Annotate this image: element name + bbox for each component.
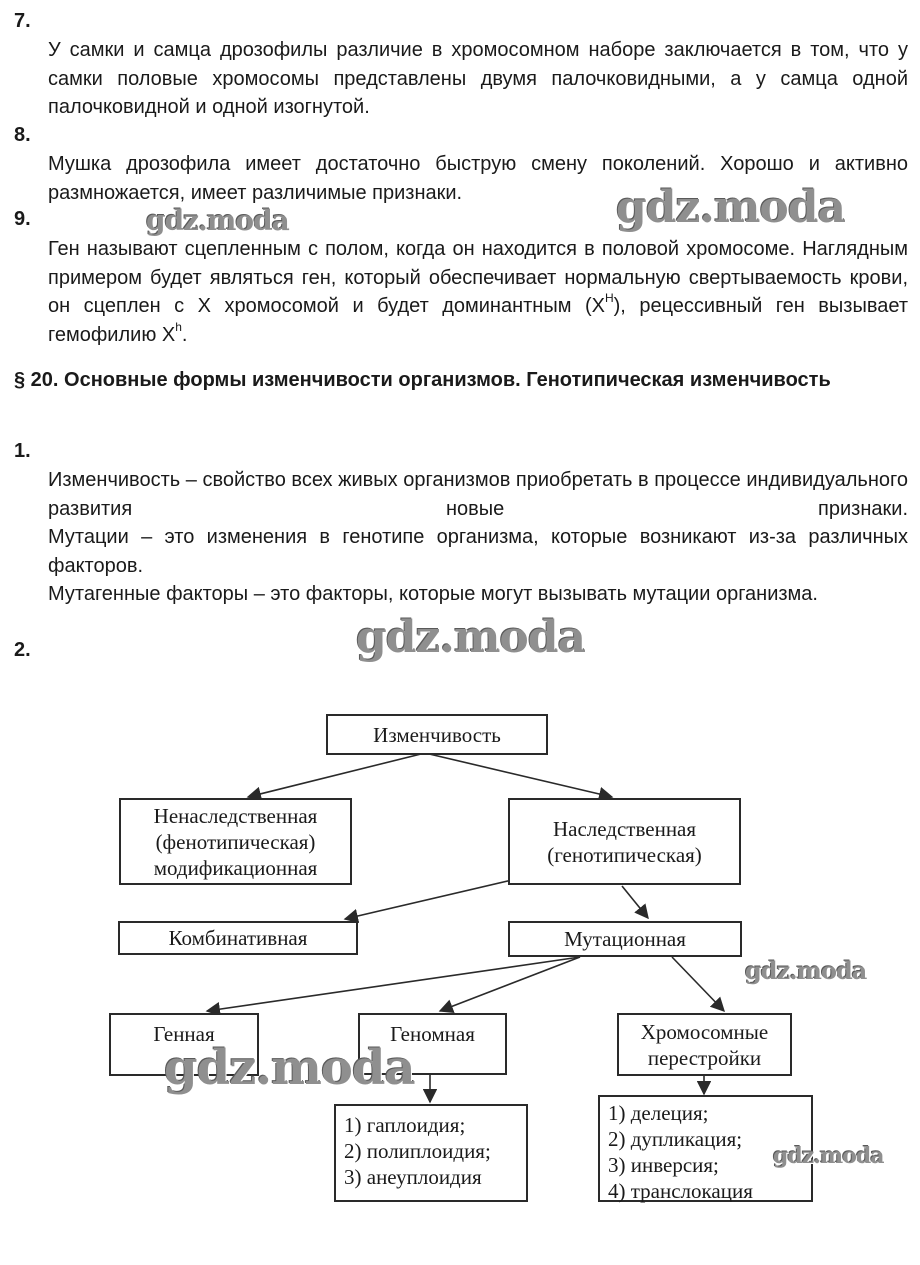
answer-8-text: Мушка дрозофила имеет достаточно быструю смену поколений. Хорошо и активно размножается, имеет различимые признаки. (48, 153, 908, 204)
watermark-logo: gdz.moda (164, 1040, 415, 1096)
non-hereditary-line-1: Ненаследственная (153, 803, 318, 828)
arrow-to-genomic (440, 957, 580, 1011)
answer-7-text: У самки и самца дрозофилы различие в хромосомном наборе заключается в том, что у самки половые хромосомы представлены двумя палочковидными, а у самца одной палочковидной и одной изогнутой. (48, 39, 908, 118)
box-combinative: Комбинативная (118, 921, 358, 955)
watermark-logo: gdz.moda (745, 956, 867, 985)
hereditary-line-2: (генотипическая) (547, 842, 702, 867)
genomic-list-item: 2) полиплоидия; (344, 1139, 491, 1163)
box-hereditary (508, 798, 741, 885)
item-number-8: 8. (14, 124, 31, 146)
hereditary-line-1: Наследственная (552, 816, 697, 841)
chromosomal-list-item: 2) дупликация; (608, 1127, 743, 1151)
item-number-9: 9. (14, 208, 31, 230)
watermark-logo: gdz.moda (356, 612, 586, 663)
box-chromosomal-list (598, 1095, 813, 1202)
arrow-to-combinative (345, 880, 512, 919)
superscript-h: h (175, 319, 182, 334)
box-variability: Изменчивость (326, 714, 548, 755)
item-number-7: 7. (14, 10, 31, 32)
chromosomal-line-1: Хромосомные (640, 1019, 769, 1044)
item-number-2: 2. (14, 639, 31, 661)
arrow-root-to-nonhereditary (248, 753, 425, 797)
box-chromosomal (617, 1013, 792, 1076)
watermark-logo: gdz.moda (146, 204, 289, 237)
genomic-list-item: 3) анеуплоидия (344, 1165, 482, 1189)
non-hereditary-line-3: модификационная (153, 855, 318, 880)
definition-variability: Изменчивость – свойство всех живых организмов приобретать в процессе индивидуального развития новые признаки. (48, 469, 908, 520)
answer-9-part1: Ген называют сцепленным с полом, когда он находится в половой хромосоме. Наглядным примером будет являться ген, который обеспечивает нормальную свертываемость крови, он сцеплен с X хромосомой и будет доминантным (X (48, 238, 908, 317)
box-genomic-list (334, 1104, 528, 1202)
chromosomal-list-item: 4) транслокация (608, 1179, 753, 1203)
chromosomal-list-item: 3) инверсия; (608, 1153, 719, 1177)
answer-9-part2: ), рецессивный ген вызывает гемофилию X (48, 295, 908, 346)
box-gene: Генная (109, 1013, 259, 1076)
definition-mutagenic-factors: Мутагенные факторы – это факторы, которые могут вызывать мутации организма. (48, 583, 818, 605)
box-non-hereditary (119, 798, 352, 885)
arrow-to-chromosomal (672, 957, 724, 1011)
chromosomal-line-2: перестройки (647, 1045, 762, 1070)
superscript-H: H (604, 291, 614, 306)
box-mutational: Мутационная (508, 921, 742, 957)
genomic-list-item: 1) гаплоидия; (344, 1113, 466, 1137)
non-hereditary-line-2: (фенотипическая) (155, 829, 316, 854)
section-heading: § 20. Основные формы изменчивости организмов. Генотипическая изменчивость (14, 369, 831, 391)
chromosomal-list-item: 1) делеция; (608, 1101, 709, 1125)
box-genomic: Геномная (358, 1013, 507, 1075)
answer-9-part3: . (181, 323, 188, 346)
definition-mutations: Мутации – это изменения в генотипе организма, которые возникают из-за различных факторов. (48, 526, 908, 577)
watermark-logo: gdz.moda (616, 182, 846, 233)
arrow-to-gene (207, 957, 580, 1011)
watermark-logo: gdz.moda (773, 1143, 884, 1169)
arrow-to-mutational (622, 886, 648, 918)
item-number-1: 1. (14, 440, 31, 462)
arrow-root-to-hereditary (425, 753, 612, 797)
